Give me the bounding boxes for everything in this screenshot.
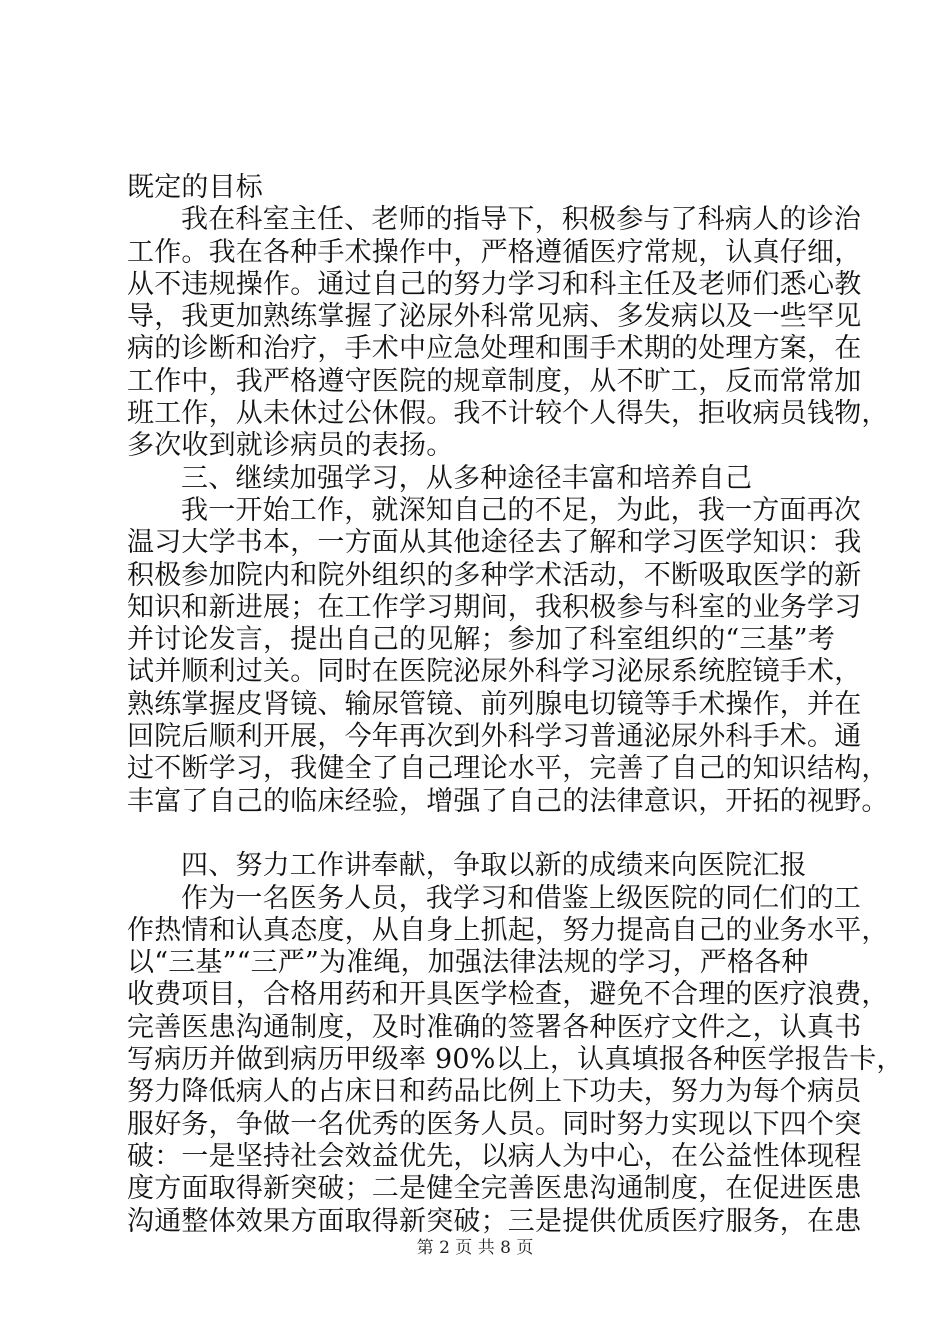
paragraph-line: 温习大学书本，一方面从其他途径去了解和学习医学知识：我 (127, 527, 862, 559)
paragraph-line: 班工作，从未休过公休假。我不计较个人得失，拒收病员钱物， (127, 398, 889, 430)
paragraph-line: 我一开始工作，就深知自己的不足，为此，我一方面再次 (181, 494, 861, 526)
paragraph-continuation: 既定的目标 (127, 172, 263, 203)
paragraph-line: 丰富了自己的临床经验，增强了自己的法律意识，开拓的视野。 (127, 785, 889, 817)
paragraph-line: 积极参加院内和院外组织的多种学术活动，不断吸取医学的新 (127, 559, 862, 591)
document-body (127, 172, 904, 1238)
paragraph-line: 工作。我在各种手术操作中，严格遵循医疗常规，认真仔细， (127, 236, 862, 268)
section-heading: 三、继续加强学习，从多种途径丰富和培养自己 (181, 462, 753, 494)
paragraph-line: 服好务，争做一名优秀的医务人员。同时努力实现以下四个突 (127, 1108, 862, 1140)
paragraph-line: 导，我更加熟练掌握了泌尿外科常见病、多发病以及一些罕见 (127, 301, 862, 333)
paragraph-line: 以“三基”“三严”为准绳，加强法律法规的学习，严格各种 (127, 947, 809, 979)
section-heading: 四、努力工作讲奉献，争取以新的成绩来向医院汇报 (181, 850, 807, 882)
page-number-footer: 第 2 页 共 8 页 (416, 1238, 534, 1258)
paragraph-line: 度方面取得新突破；二是健全完善医患沟通制度，在促进医患 (127, 1173, 862, 1205)
paragraph-line: 过不断学习，我健全了自己理论水平，完善了自己的知识结构， (127, 753, 889, 785)
paragraph-line: 我在科室主任、老师的指导下，积极参与了科病人的诊治 (181, 204, 861, 236)
paragraph-line: 回院后顺利开展，今年再次到外科学习普通泌尿外科手术。通 (127, 721, 862, 753)
paragraph-line: 熟练掌握皮肾镜、输尿管镜、前列腺电切镜等手术操作，并在 (127, 688, 862, 720)
paragraph-line: 努力降低病人的占床日和药品比例上下功夫，努力为每个病员 (127, 1076, 862, 1108)
paragraph-line: 破：一是坚持社会效益优先，以病人为中心，在公益性体现程 (127, 1140, 862, 1172)
paragraph-line: 作为一名医务人员，我学习和借鉴上级医院的同仁们的工 (181, 882, 861, 914)
paragraph-line: 收费项目，合格用药和开具医学检查，避免不合理的医疗浪费， (127, 979, 889, 1011)
paragraph-line: 知识和新进展；在工作学习期间，我积极参与科室的业务学习 (127, 591, 862, 623)
paragraph-line: 病的诊断和治疗，手术中应急处理和围手术期的处理方案，在 (127, 333, 862, 365)
paragraph-line: 写病历并做到病历甲级率 90%以上，认真填报各种医学报告卡， (127, 1044, 904, 1076)
paragraph-line: 从不违规操作。通过自己的努力学习和科主任及老师们悉心教 (127, 268, 862, 300)
paragraph-line: 试并顺利过关。同时在医院泌尿外科学习泌尿系统腔镜手术， (127, 656, 862, 688)
paragraph-line: 并讨论发言，提出自己的见解；参加了科室组织的“三基”考 (127, 624, 836, 656)
paragraph-line: 作热情和认真态度，从自身上抓起，努力提高自己的业务水平， (127, 914, 889, 946)
paragraph-line: 多次收到就诊病员的表扬。 (127, 430, 454, 462)
paragraph-line: 沟通整体效果方面取得新突破；三是提供优质医疗服务，在患 (127, 1205, 862, 1237)
paragraph-line: 完善医患沟通制度，及时准确的签署各种医疗文件之，认真书 (127, 1011, 862, 1043)
paragraph-line: 工作中，我严格遵守医院的规章制度，从不旷工，反而常常加 (127, 365, 862, 397)
blank-line (127, 818, 847, 850)
